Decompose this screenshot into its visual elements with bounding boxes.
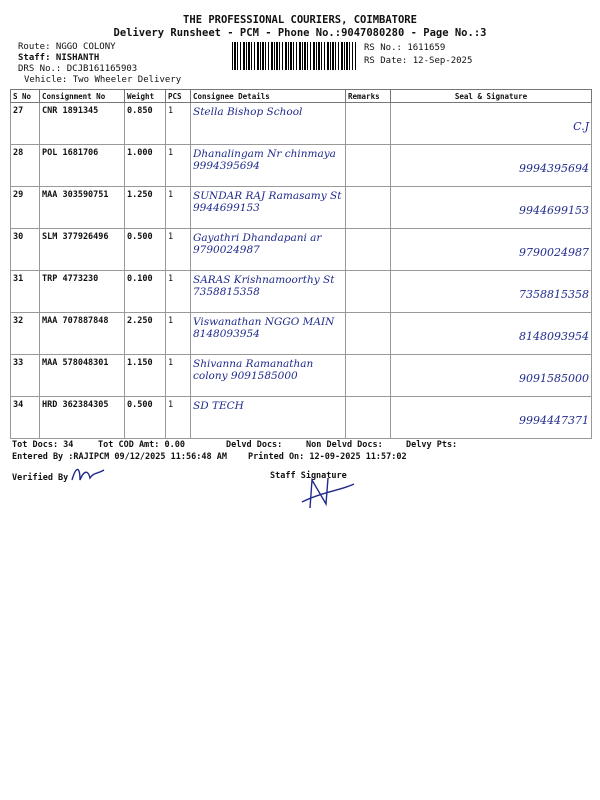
cell-remarks xyxy=(346,271,391,313)
staff-label: Staff: NISHANTH xyxy=(18,53,100,63)
cell-sno-text: 33 xyxy=(13,358,24,368)
cell-consignee-details xyxy=(191,145,346,187)
cell-consignee-details-text: SD TECH xyxy=(193,400,244,412)
cell-pcs xyxy=(166,187,191,229)
column-header-consignment: Consignment No xyxy=(40,90,125,103)
cell-pcs-text: 1 xyxy=(168,400,174,410)
verified-by-label: Verified By xyxy=(12,473,69,483)
column-header-signature: Seal & Signature xyxy=(391,90,592,103)
cell-consignment-no xyxy=(40,397,125,439)
cell-consignment-no xyxy=(40,229,125,271)
cell-weight xyxy=(125,103,166,145)
rs-number: RS No.: 1611659 xyxy=(364,43,446,53)
cell-seal-signature-text: 9091585000 xyxy=(519,372,589,385)
cell-sno-text: 32 xyxy=(13,316,24,326)
table-header-row xyxy=(11,90,592,103)
cell-weight-text: 0.500 xyxy=(127,400,153,410)
cell-weight xyxy=(125,355,166,397)
delivered-docs: Delvd Docs: xyxy=(226,440,283,450)
staff-signature-mark xyxy=(292,472,362,512)
cell-remarks xyxy=(346,229,391,271)
cell-pcs-text: 1 xyxy=(168,232,174,242)
cell-seal-signature-text: 8148093954 xyxy=(519,330,589,343)
cell-sno xyxy=(11,313,40,355)
cell-pcs-text: 1 xyxy=(168,274,174,284)
cell-sno xyxy=(11,103,40,145)
cell-seal-signature-text: 9790024987 xyxy=(519,246,589,259)
cell-seal-signature xyxy=(391,313,592,355)
table-row xyxy=(11,145,592,187)
non-delivered-docs: Non Delvd Docs: xyxy=(306,440,383,450)
cell-sno xyxy=(11,355,40,397)
cell-seal-signature-text: 9994395694 xyxy=(519,162,589,175)
cell-remarks xyxy=(346,103,391,145)
cell-pcs-text: 1 xyxy=(168,148,174,158)
cell-weight-text: 2.250 xyxy=(127,316,153,326)
cell-pcs-text: 1 xyxy=(168,190,174,200)
cell-seal-signature xyxy=(391,355,592,397)
cell-seal-signature xyxy=(391,229,592,271)
vehicle-label: Vehicle: Two Wheeler Delivery xyxy=(24,75,182,85)
cell-pcs xyxy=(166,397,191,439)
rs-date: RS Date: 12-Sep-2025 xyxy=(364,56,473,66)
cell-sno xyxy=(11,271,40,313)
cell-sno-text: 28 xyxy=(13,148,24,158)
cell-sno xyxy=(11,187,40,229)
delivery-points: Delvy Pts: xyxy=(406,440,458,450)
drs-label: DRS No.: DCJB161165903 xyxy=(18,64,138,74)
cell-sno-text: 29 xyxy=(13,190,24,200)
runsheet-table xyxy=(10,89,592,439)
cell-consignment-no xyxy=(40,145,125,187)
cell-seal-signature-text: C.J xyxy=(573,120,589,133)
cell-consignment-no-text: TRP 4773230 xyxy=(42,274,99,284)
cell-pcs xyxy=(166,355,191,397)
cell-consignee-details xyxy=(191,397,346,439)
cell-sno-text: 31 xyxy=(13,274,24,284)
table-row xyxy=(11,103,592,145)
total-docs: Tot Docs: 34 xyxy=(12,440,74,450)
cell-pcs xyxy=(166,229,191,271)
staff-signature-label: Staff Signature xyxy=(270,471,347,481)
cell-consignee-details xyxy=(191,229,346,271)
route-label: Route: NGGO COLONY xyxy=(18,42,116,52)
cell-seal-signature xyxy=(391,145,592,187)
cell-consignee-details xyxy=(191,313,346,355)
cell-consignee-details xyxy=(191,187,346,229)
column-header-sno: S No xyxy=(11,90,40,103)
entered-by: Entered By :RAJIPCM 09/12/2025 11:56:48 AM xyxy=(12,452,227,462)
cell-consignee-details xyxy=(191,355,346,397)
cell-seal-signature xyxy=(391,271,592,313)
cell-remarks xyxy=(346,187,391,229)
cell-sno xyxy=(11,145,40,187)
cell-weight-text: 0.850 xyxy=(127,106,153,116)
table-row xyxy=(11,229,592,271)
cell-consignee-details-text: Shivanna Ramanathan colony 9091585000 xyxy=(193,358,314,382)
cell-consignee-details-text: Stella Bishop School xyxy=(193,106,303,118)
cell-pcs xyxy=(166,313,191,355)
cell-pcs xyxy=(166,271,191,313)
cell-weight-text: 1.250 xyxy=(127,190,153,200)
cell-weight-text: 0.100 xyxy=(127,274,153,284)
cell-remarks xyxy=(346,145,391,187)
cell-remarks xyxy=(346,355,391,397)
total-cod-amount: Tot COD Amt: 0.00 xyxy=(98,440,185,450)
cell-weight xyxy=(125,229,166,271)
table-row xyxy=(11,313,592,355)
printed-on: Printed On: 12-09-2025 11:57:02 xyxy=(248,452,407,462)
cell-consignment-no xyxy=(40,313,125,355)
cell-weight xyxy=(125,145,166,187)
cell-consignment-no-text: MAA 707887848 xyxy=(42,316,109,326)
cell-consignee-details xyxy=(191,271,346,313)
cell-seal-signature xyxy=(391,187,592,229)
barcode-image xyxy=(232,42,356,70)
cell-seal-signature-text: 9994447371 xyxy=(519,414,589,427)
cell-sno-text: 34 xyxy=(13,400,24,410)
column-header-remarks: Remarks xyxy=(346,90,391,103)
cell-pcs xyxy=(166,145,191,187)
column-header-weight: Weight xyxy=(125,90,166,103)
cell-sno xyxy=(11,397,40,439)
cell-sno-text: 27 xyxy=(13,106,24,116)
cell-seal-signature xyxy=(391,103,592,145)
cell-consignment-no-text: SLM 377926496 xyxy=(42,232,109,242)
cell-pcs xyxy=(166,103,191,145)
cell-consignee-details-text: Gayathri Dhandapani ar 9790024987 xyxy=(193,232,322,256)
cell-consignee-details-text: SARAS Krishnamoorthy St 7358815358 xyxy=(193,274,335,298)
cell-consignee-details-text: Dhanalingam Nr chinmaya 9994395694 xyxy=(193,148,336,172)
cell-consignee-details-text: SUNDAR RAJ Ramasamy St 9944699153 xyxy=(193,190,342,214)
cell-consignee-details xyxy=(191,103,346,145)
table-row xyxy=(11,271,592,313)
table-row xyxy=(11,397,592,439)
cell-pcs-text: 1 xyxy=(168,106,174,116)
cell-pcs-text: 1 xyxy=(168,316,174,326)
cell-consignment-no-text: HRD 362384305 xyxy=(42,400,109,410)
cell-weight-text: 1.000 xyxy=(127,148,153,158)
cell-seal-signature xyxy=(391,397,592,439)
cell-consignee-details-text: Viswanathan NGGO MAIN 8148093954 xyxy=(193,316,335,340)
cell-seal-signature-text: 9944699153 xyxy=(519,204,589,217)
cell-pcs-text: 1 xyxy=(168,358,174,368)
cell-consignment-no-text: MAA 303590751 xyxy=(42,190,109,200)
cell-remarks xyxy=(346,313,391,355)
column-header-pcs: PCS xyxy=(166,90,191,103)
cell-remarks xyxy=(346,397,391,439)
cell-seal-signature-text: 7358815358 xyxy=(519,288,589,301)
cell-weight-text: 1.150 xyxy=(127,358,153,368)
company-title: THE PROFESSIONAL COURIERS, COIMBATORE xyxy=(183,14,417,26)
cell-consignment-no xyxy=(40,103,125,145)
table-row xyxy=(11,355,592,397)
cell-weight xyxy=(125,313,166,355)
cell-sno xyxy=(11,229,40,271)
cell-consignment-no xyxy=(40,187,125,229)
cell-weight xyxy=(125,271,166,313)
runsheet-title: Delivery Runsheet - PCM - Phone No.:9047080280 - Page No.:3 xyxy=(113,27,487,39)
cell-consignment-no-text: POL 1681706 xyxy=(42,148,99,158)
cell-consignment-no xyxy=(40,271,125,313)
table-row xyxy=(11,187,592,229)
cell-weight xyxy=(125,397,166,439)
cell-weight-text: 0.500 xyxy=(127,232,153,242)
cell-consignment-no-text: MAA 578048301 xyxy=(42,358,109,368)
cell-consignment-no-text: CNR 1891345 xyxy=(42,106,99,116)
cell-consignment-no xyxy=(40,355,125,397)
column-header-consignee: Consignee Details xyxy=(191,90,346,103)
cell-sno-text: 30 xyxy=(13,232,24,242)
cell-weight xyxy=(125,187,166,229)
verified-signature-mark xyxy=(68,462,108,488)
